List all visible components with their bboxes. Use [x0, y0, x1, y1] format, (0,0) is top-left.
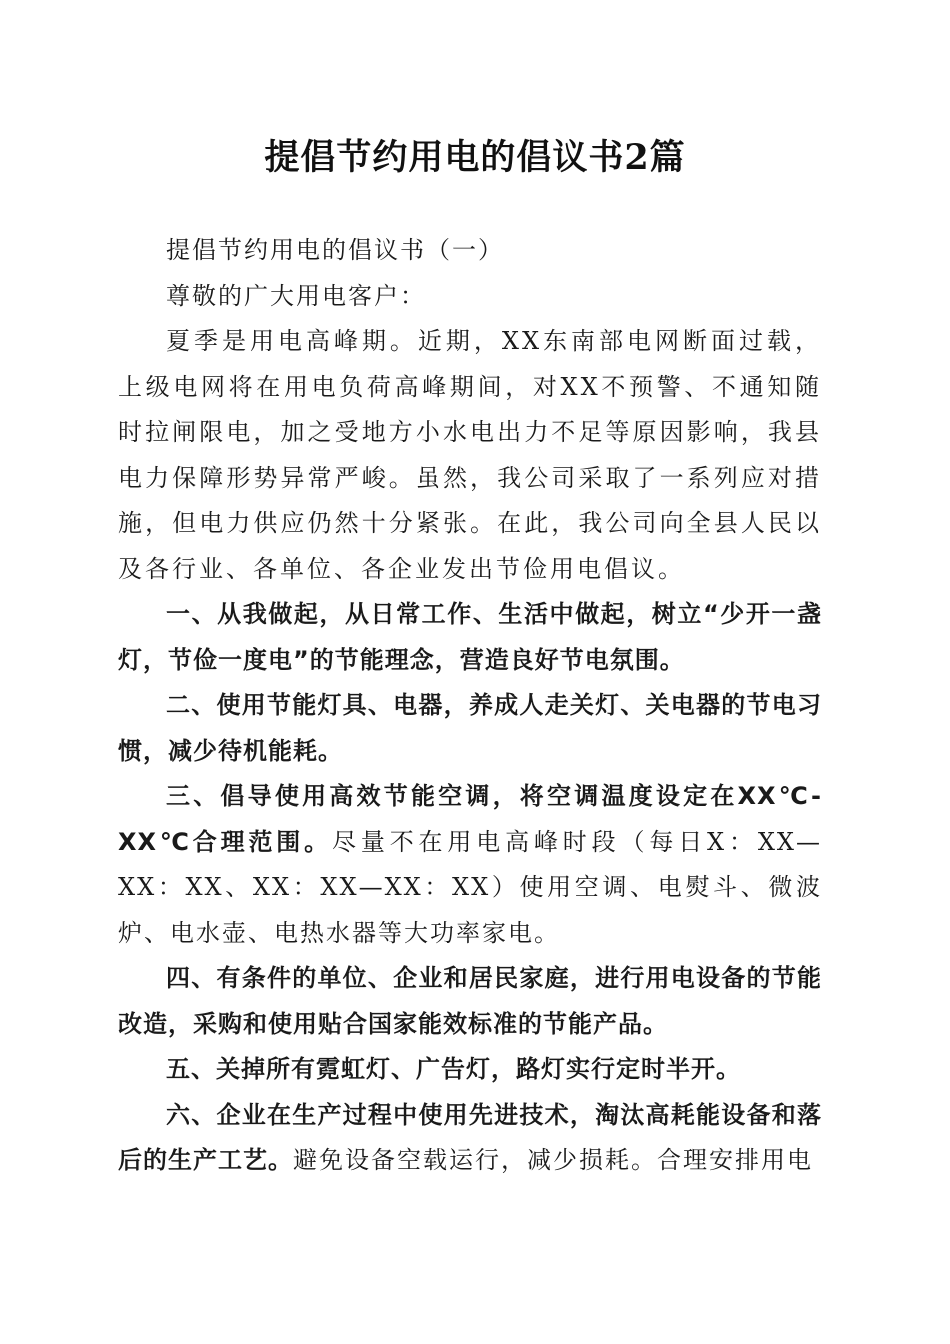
proposal-item-6-detail: 避免设备空载运行，减少损耗。合理安排用电	[293, 1146, 813, 1174]
proposal-item-6-emphasis: 六、企业在生产过程中使用先进技术，淘汰高耗能设备和落后的生产工艺。	[118, 1100, 822, 1174]
proposal-item-3	[118, 774, 822, 956]
document-body	[118, 228, 822, 1184]
proposal-item-5: 五、关掉所有霓虹灯、广告灯，路灯实行定时半开。	[166, 1055, 741, 1083]
proposal-item-4: 四、有条件的单位、企业和居民家庭，进行用电设备的节能改造，采购和使用贴合国家能效标准的节能产品。	[118, 964, 822, 1038]
proposal-item-2: 二、使用节能灯具、电器，养成人走关灯、关电器的节电习惯，减少待机能耗。	[118, 691, 822, 765]
proposal-item-6	[118, 1093, 822, 1184]
proposal-item-3-emphasis: 三、倡导使用高效节能空调，将空调温度设定在XX℃-XX℃合理范围。	[118, 782, 822, 856]
salutation: 尊敬的广大用电客户：	[166, 281, 426, 310]
document-title: 提倡节约用电的倡议书2篇	[264, 137, 686, 178]
section-heading: 提倡节约用电的倡议书（一）	[166, 236, 504, 264]
proposal-item-3-detail: 尽量不在用电高峰时段（每日X：XX—XX：XX、XX：XX—XX：XX）使用空调、电熨斗、微波炉、电水壶、电热水器等大功率家电。	[118, 827, 822, 947]
intro-paragraph: 夏季是用电高峰期。近期，XX东南部电网断面过载，上级电网将在用电负荷高峰期间，对XX不预警、不通知随时拉闸限电，加之受地方小水电出力不足等原因影响，我县电力保障形势异常严峻。虽然，我公司采取了一系列应对措施，但电力供应仍然十分紧张。在此，我公司向全县人民以及各行业、各单位、各企业发出节俭用电倡议。	[118, 327, 822, 583]
proposal-item-1: 一、从我做起，从日常工作、生活中做起，树立“少开一盏灯，节俭一度电”的节能理念，营造良好节电氛围。	[118, 600, 822, 674]
